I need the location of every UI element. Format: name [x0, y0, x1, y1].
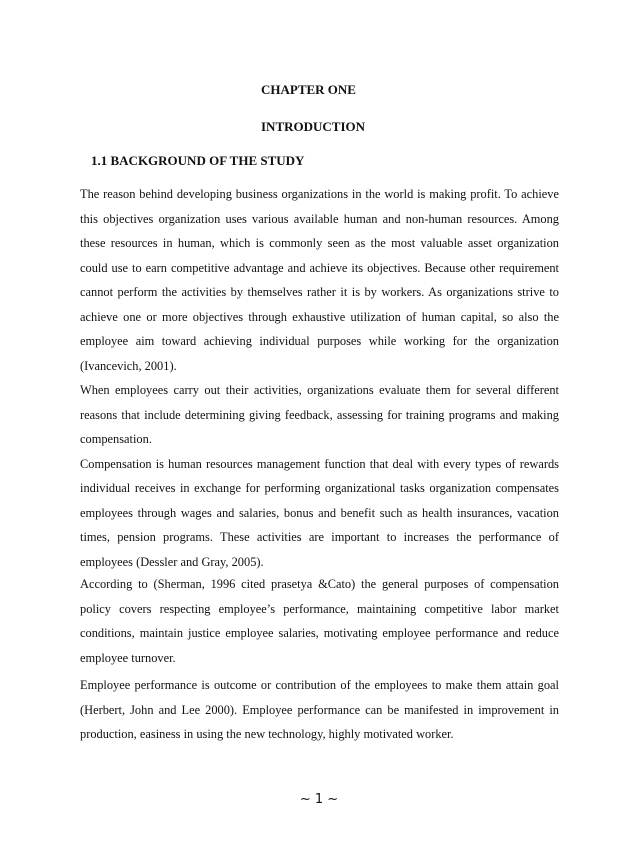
body-block-2	[80, 572, 559, 670]
paragraph-3: Compensation is human resources management function that deal with every types of rewards individual receives in exchange for performing organizational tasks organization compensates employees through wages and salaries, bonus and benefit such as health insurances, vacation times, pension programs. These activities are important to increases the performance of employees (Dessler and Gray, 2005).	[80, 456, 559, 569]
paragraph-2: When employees carry out their activities, organizations evaluate them for several different reasons that include determining giving feedback, assessing for training programs and making compensation.	[80, 383, 559, 446]
page-number: ~ 1 ~	[299, 792, 339, 807]
page-title: INTRODUCTION	[261, 119, 366, 134]
body-block-3	[80, 673, 559, 747]
body-block-1	[80, 182, 559, 574]
chapter-title: CHAPTER ONE	[261, 82, 356, 97]
paragraph-5: Employee performance is outcome or contribution of the employees to make them attain goal (Herbert, John and Lee 2000). Employee performance can be manifested in improvement in production, easiness in using the new technology, highly motivated worker.	[80, 678, 559, 741]
paragraph-4: According to (Sherman, 1996 cited prasetya &Cato) the general purposes of compensation policy covers respecting employee’s performance, maintaining competitive labor market conditions, maintain justice employee salaries, motivating employee performance and reduce employee turnover.	[80, 577, 559, 665]
paragraph-1: The reason behind developing business organizations in the world is making profit. To achieve this objectives organization uses various available human and non-human resources. Among these resources in human, which is commonly seen as the most valuable asset organization could use to earn competitive advantage and achieve its objectives. Because other requirement cannot perform the activities by themselves rather it is by workers. As organizations strive to achieve one or more objectives through exhaustive utilization of human capital, so also the employee aim toward achieving individual purposes while working for the organization (Ivancevich, 2001).	[80, 187, 559, 373]
section-heading: 1.1 BACKGROUND OF THE STUDY	[91, 153, 305, 168]
